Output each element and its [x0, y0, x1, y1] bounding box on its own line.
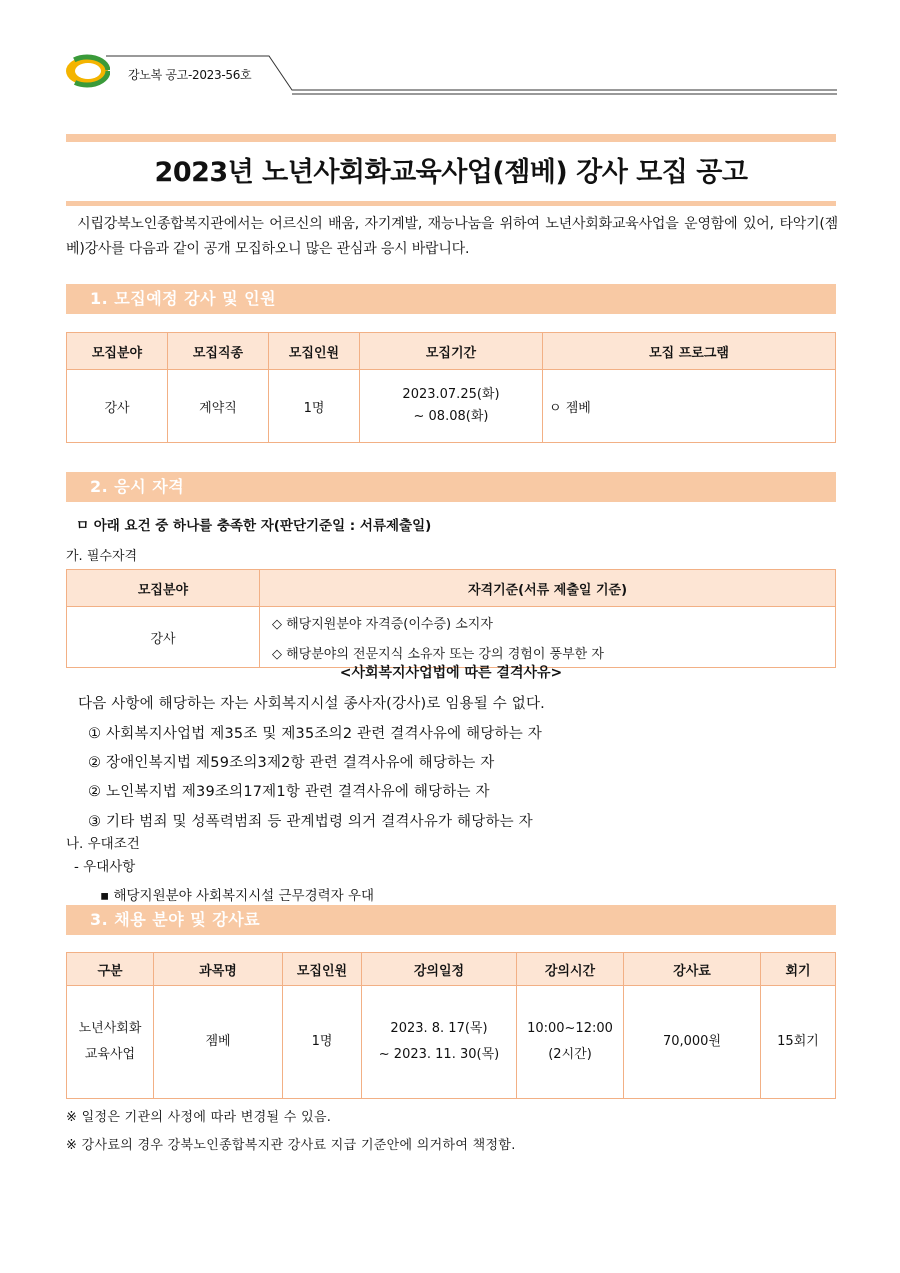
fee-table [66, 952, 836, 1099]
cell-field: 강사 [67, 607, 260, 668]
disqualification-item: ③ 기타 범죄 및 성폭력범죄 등 관계법령 의거 결격사유가 해당하는 자 [88, 814, 533, 830]
col-count: 모집인원 [283, 953, 362, 986]
sub-heading-b: 나. 우대조건 [66, 836, 140, 852]
preference-label: - 우대사항 [74, 859, 136, 875]
table-row [67, 607, 836, 638]
footnote: ※ 강사료의 경우 강북노인종합복지관 강사료 지급 기준안에 의거하여 책정함. [66, 1138, 516, 1153]
footnote: ※ 일정은 기관의 사정에 따라 변경될 수 있음. [66, 1110, 332, 1125]
col-type: 모집직종 [168, 333, 269, 370]
col-program: 모집 프로그램 [543, 333, 836, 370]
schedule-line: 2023. 8. 17(목) [390, 1021, 488, 1036]
intro-text: 시립강북노인종합복지관에서는 어르신의 배움, 자기계발, 재능나눔을 위하여 노년사회화교육사업을 운영함에 있어, 타악기(젬베)강사를 다음과 같이 공개 모집하오니 많은 관심과 응시 바랍니다. [66, 216, 838, 257]
organization-logo-icon [64, 54, 110, 88]
col-subject: 과목명 [154, 953, 283, 986]
section-3-heading: 3. 채용 분야 및 강사료 [66, 905, 836, 935]
criteria-item: ◇ 해당지원분야 자격증(이수증) 소지자 [260, 607, 836, 638]
title-band-top [66, 134, 836, 142]
recruitment-table [66, 332, 836, 443]
cell-sessions: 15회기 [761, 986, 836, 1099]
disqualification-item: ② 장애인복지법 제59조의3제2항 관련 결격사유에 해당하는 자 [88, 755, 495, 771]
time-line: (2시간) [548, 1047, 592, 1062]
col-time: 강의시간 [517, 953, 624, 986]
cell-count: 1명 [269, 370, 360, 443]
col-field: 모집분야 [67, 570, 260, 607]
qualification-table [66, 569, 836, 668]
disqualification-title: <사회복지사업법에 따른 결격사유> [339, 665, 563, 681]
criteria-item: ◇ 해당분야의 전문지식 소유자 또는 강의 경험이 풍부한 자 [260, 637, 836, 668]
period-end: ~ 08.08(화) [413, 409, 489, 424]
col-count: 모집인원 [269, 333, 360, 370]
section-2-heading: 2. 응시 자격 [66, 472, 836, 502]
preference-item: ▪ 해당지원분야 사회복지시설 근무경력자 우대 [100, 888, 375, 904]
col-sessions: 회기 [761, 953, 836, 986]
cell-category [67, 986, 154, 1099]
disqualification-item: ② 노인복지법 제39조의17제1항 관련 결격사유에 해당하는 자 [88, 784, 490, 800]
table-row [67, 370, 836, 443]
notice-number: 강노복 공고-2023-56호 [128, 68, 252, 82]
requirement-heading: ㅁ 아래 요건 중 하나를 충족한 자(판단기준일 : 서류제출일) [76, 518, 432, 534]
col-category: 구분 [67, 953, 154, 986]
cell-subject: 젬베 [154, 986, 283, 1099]
cell-period [360, 370, 543, 443]
page-title: 2023년 노년사회화교육사업(젬베) 강사 모집 공고 [154, 157, 748, 188]
category-line: 노년사회화 [78, 1021, 142, 1036]
cell-fee: 70,000원 [624, 986, 761, 1099]
sub-heading-a: 가. 필수자격 [66, 549, 138, 564]
intro-paragraph [66, 212, 838, 262]
cell-time [517, 986, 624, 1099]
cell-program: ㅇ 젬베 [543, 370, 836, 443]
title-band-bottom [66, 201, 836, 206]
time-line: 10:00~12:00 [527, 1021, 613, 1036]
col-field: 모집분야 [67, 333, 168, 370]
cell-count: 1명 [283, 986, 362, 1099]
section-1-heading: 1. 모집예정 강사 및 인원 [66, 284, 836, 314]
disqualification-intro: 다음 사항에 해당하는 자는 사회복지시설 종사자(강사)로 임용될 수 없다. [78, 696, 545, 712]
disqualification-item: ① 사회복지사업법 제35조 및 제35조의2 관련 결격사유에 해당하는 자 [88, 726, 542, 742]
schedule-line: ~ 2023. 11. 30(목) [378, 1047, 500, 1062]
col-schedule: 강의일정 [362, 953, 517, 986]
cell-field: 강사 [67, 370, 168, 443]
cell-type: 계약직 [168, 370, 269, 443]
col-period: 모집기간 [360, 333, 543, 370]
category-line: 교육사업 [84, 1047, 136, 1062]
col-fee: 강사료 [624, 953, 761, 986]
cell-schedule [362, 986, 517, 1099]
col-criteria: 자격기준(서류 제출일 기준) [260, 570, 836, 607]
period-start: 2023.07.25(화) [402, 387, 500, 402]
table-row [67, 986, 836, 1099]
